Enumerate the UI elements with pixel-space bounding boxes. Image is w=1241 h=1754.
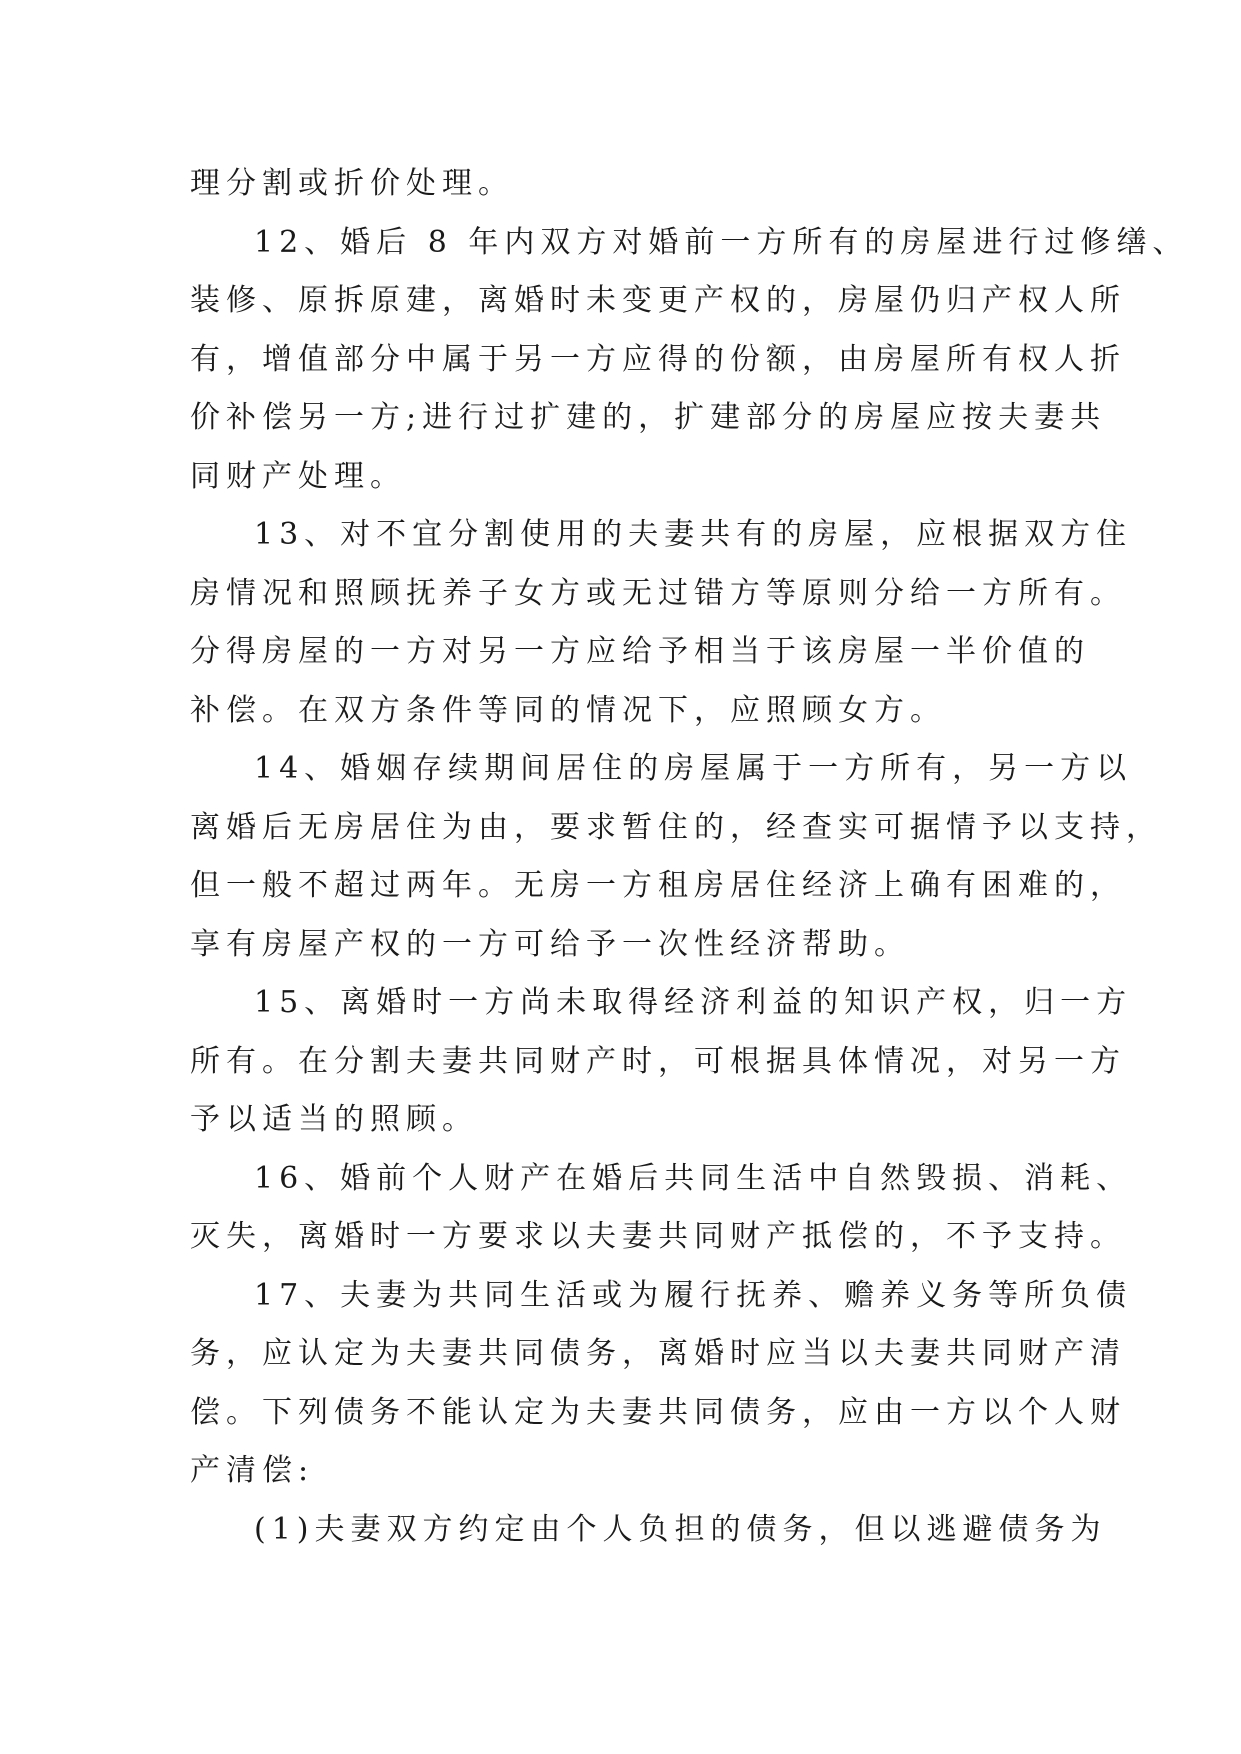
text-line: 离婚后无房居住为由，要求暂住的，经查实可据情予以支持， [190,809,1162,845]
text-line: 务，应认定为夫妻共同债务，离婚时应当以夫妻共同财产清 [190,1336,1126,1371]
text-line: 享有房屋产权的一方可给予一次性经济帮助。 [190,926,910,962]
text-line: 理分割或折价处理。 [190,166,514,201]
text-line: 偿。下列债务不能认定为夫妻共同债务，应由一方以个人财 [190,1394,1126,1430]
text-line: 产清偿: [190,1453,315,1488]
text-line: 灭失，离婚时一方要求以夫妻共同财产抵偿的，不予支持。 [190,1219,1126,1254]
text-line: 13、对不宜分割使用的夫妻共有的房屋，应根据双方住 [254,517,1133,552]
text-line: 15、离婚时一方尚未取得经济利益的知识产权，归一方 [254,985,1133,1020]
text-line: 价补偿另一方;进行过扩建的，扩建部分的房屋应按夫妻共 [190,400,1107,435]
text-line: 装修、原拆原建，离婚时未变更产权的，房屋仍归产权人所 [190,283,1126,318]
text-line: 分得房屋的一方对另一方应给予相当于该房屋一半价值的 [190,634,1090,669]
text-line: 但一般不超过两年。无房一方租房居住经济上确有困难的， [190,868,1126,903]
text-line: 17、夫妻为共同生活或为履行抚养、赡养义务等所负债 [254,1277,1133,1313]
document-page [190,155,1189,1559]
text-line: 12、婚后 8 年内双方对婚前一方所有的房屋进行过修缮、 [254,224,1189,260]
text-line: 房情况和照顾抚养子女方或无过错方等原则分给一方所有。 [190,575,1126,611]
text-line: (1)夫妻双方约定由个人负担的债务，但以逃避债务为 [254,1511,1107,1547]
text-line: 有，增值部分中属于另一方应得的份额，由房屋所有权人折 [190,341,1126,377]
text-line: 16、婚前个人财产在婚后共同生活中自然毁损、消耗、 [254,1160,1133,1196]
text-line: 同财产处理。 [190,458,406,494]
text-line: 所有。在分割夫妻共同财产时，可根据具体情况，对另一方 [190,1043,1126,1079]
text-line: 予以适当的照顾。 [190,1102,478,1137]
text-line: 补偿。在双方条件等同的情况下，应照顾女方。 [190,692,946,728]
text-line: 14、婚姻存续期间居住的房屋属于一方所有，另一方以 [254,751,1133,786]
